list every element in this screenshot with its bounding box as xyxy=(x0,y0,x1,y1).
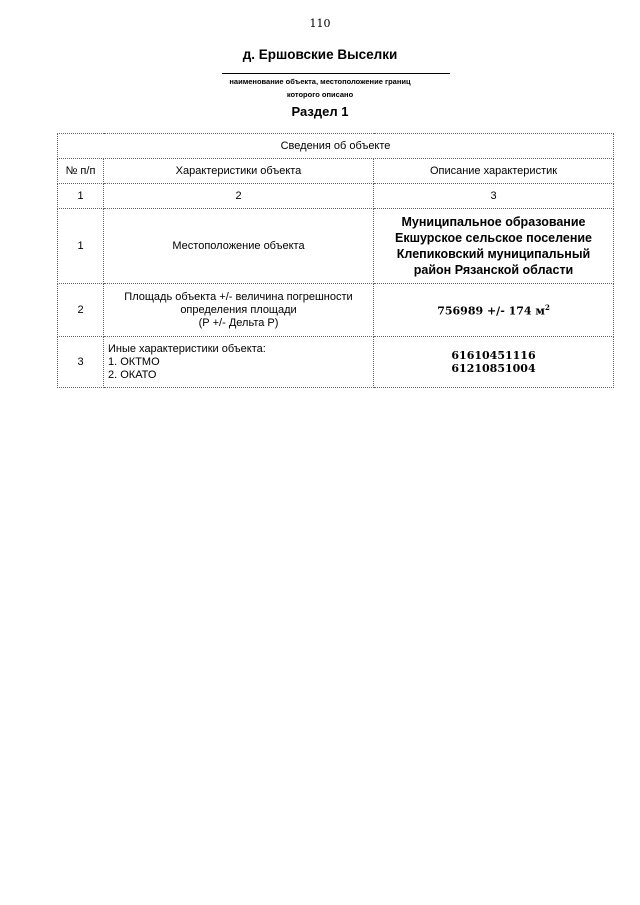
row-characteristic xyxy=(104,337,374,388)
location-line-1: Муниципальное образование xyxy=(401,215,586,229)
row-index: 3 xyxy=(58,337,104,388)
header-index: № п/п xyxy=(58,159,104,184)
area-value: 756989 +/- 174 м xyxy=(437,304,545,318)
other-label-line-1: Иные характеристики объекта: xyxy=(108,342,266,355)
title-caption-line-1: наименование объекта, местоположение границ xyxy=(229,77,411,86)
title-caption xyxy=(0,75,640,101)
row-characteristic xyxy=(104,284,374,337)
area-label-line-1: Площадь объекта +/- величина погрешности xyxy=(124,290,353,303)
col-number-1: 1 xyxy=(58,184,104,209)
row-characteristic: Местоположение объекта xyxy=(104,209,374,284)
title-underline xyxy=(222,73,450,74)
row-index: 2 xyxy=(58,284,104,337)
object-info-table xyxy=(57,133,614,388)
col-number-2: 2 xyxy=(104,184,374,209)
location-line-2: Екшурское сельское поселение xyxy=(395,231,593,245)
row-description xyxy=(374,284,614,337)
table-row xyxy=(58,209,614,284)
row-description xyxy=(374,337,614,388)
location-line-3: Клепиковский муниципальный xyxy=(396,247,591,261)
location-line-4: район Рязанской области xyxy=(413,263,574,277)
title-caption-line-2: которого описано xyxy=(286,90,354,99)
table-caption: Сведения об объекте xyxy=(58,134,614,159)
okato-value: 61210851004 xyxy=(451,362,536,375)
header-characteristics: Характеристики объекта xyxy=(104,159,374,184)
table-row xyxy=(58,284,614,337)
col-number-3: 3 xyxy=(374,184,614,209)
document-title: д. Ершовские Выселки xyxy=(242,47,398,62)
oktmo-value: 61610451116 xyxy=(451,349,536,362)
other-label-line-3: 2. ОКАТО xyxy=(108,368,157,381)
table-row xyxy=(58,337,614,388)
row-index: 1 xyxy=(58,209,104,284)
row-description xyxy=(374,209,614,284)
other-label-line-2: 1. ОКТМО xyxy=(108,355,160,368)
area-unit-exponent: 2 xyxy=(544,302,550,312)
section-heading: Раздел 1 xyxy=(291,104,349,119)
page-number: 110 xyxy=(309,17,331,30)
area-label-line-3: (Р +/- Дельта Р) xyxy=(198,316,279,329)
header-description: Описание характеристик xyxy=(374,159,614,184)
area-label-line-2: определения площади xyxy=(180,303,297,316)
